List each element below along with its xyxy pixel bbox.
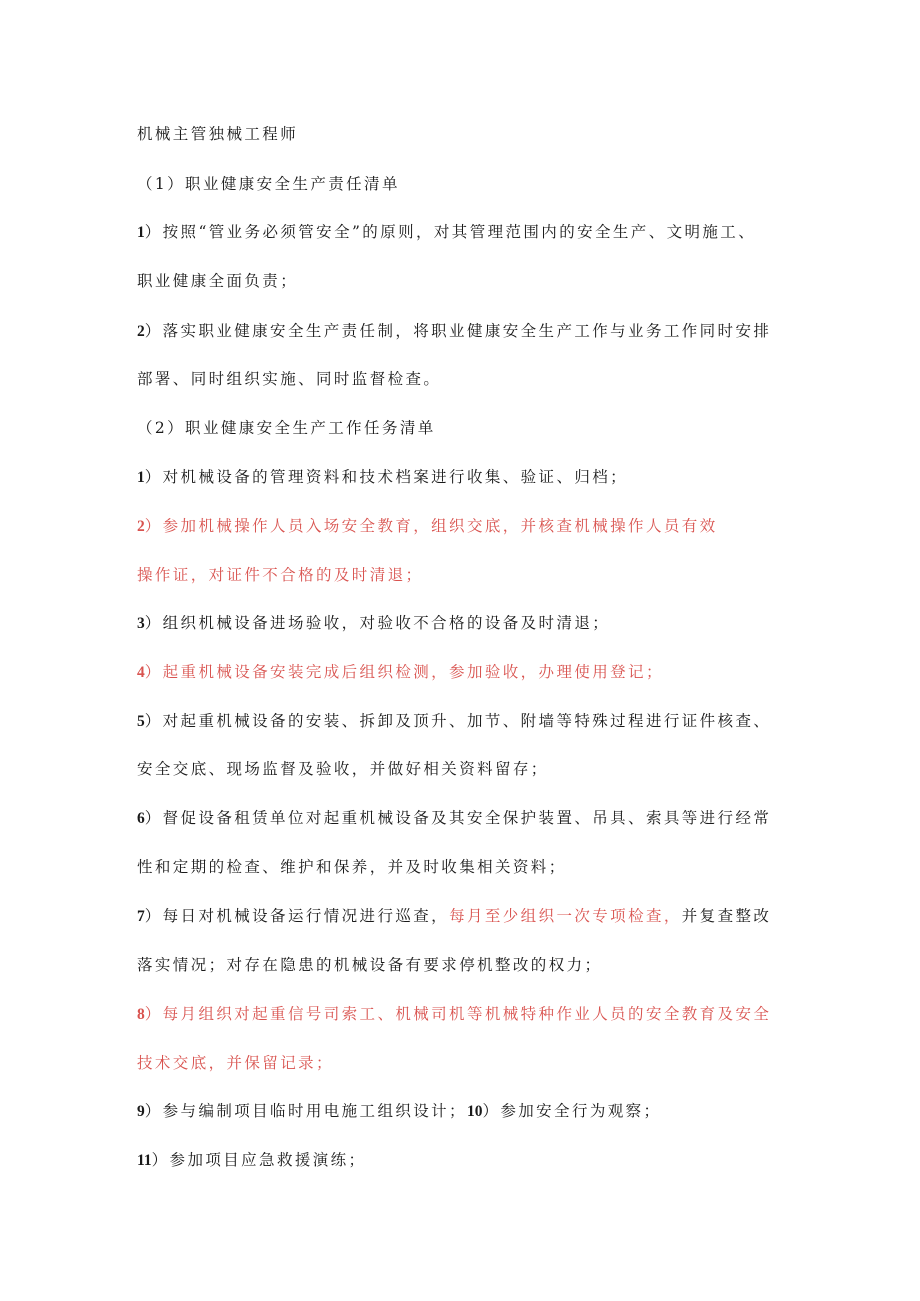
item-text: ）参与编制项目临时用电施工组织设计； xyxy=(144,1102,467,1120)
item-number: 3 xyxy=(137,615,145,632)
s1-item-1-line-2: 职业健康全面负责； xyxy=(137,272,299,290)
task-8-line-2: 技术交底，并保留记录； xyxy=(137,1054,334,1072)
item-number: 1 xyxy=(137,224,145,241)
item-text: ）对起重机械设备的安装、拆卸及顶升、加节、附墙等特殊过程进行证件核查、 xyxy=(144,712,772,730)
section-heading-2: （2）职业健康安全生产工作任务清单 xyxy=(137,419,436,437)
item-text: ）组织机械设备进场验收，对验收不合格的设备及时清退； xyxy=(144,614,611,632)
section-heading-1: （1）职业健康安全生产责任清单 xyxy=(137,175,400,193)
task-2-line-1 xyxy=(137,516,718,537)
task-8-line-1 xyxy=(137,1004,771,1025)
task-5-line-1 xyxy=(137,711,771,732)
item-text: ）参加安全行为观察； xyxy=(482,1102,662,1120)
item-number: 8 xyxy=(137,1006,145,1023)
item-text: ）起重机械设备安装完成后组织检测，参加验收，办理使用登记； xyxy=(144,663,664,681)
s1-item-1-line-1 xyxy=(137,222,756,243)
task-6-line-2: 性和定期的检查、维护和保养，并及时收集相关资料； xyxy=(137,858,567,876)
document-title: 机械主管独械工程师 xyxy=(137,125,299,143)
item-text: ）按照“管业务必须管安全”的原则，对其管理范围内的安全生产、文明施工、 xyxy=(144,223,757,241)
task-1 xyxy=(137,467,628,488)
item-number: 11 xyxy=(137,1152,152,1169)
item-text: 并复查整改 xyxy=(681,907,772,925)
task-2-line-2: 操作证，对证件不合格的及时清退； xyxy=(137,566,424,584)
item-number: 4 xyxy=(137,664,145,681)
item-text: ）每月组织对起重信号司索工、机械司机等机械特种作业人员的安全教育及安全 xyxy=(144,1005,772,1023)
task-7-line-2: 落实情况；对存在隐患的机械设备有要求停机整改的权力； xyxy=(137,956,603,974)
item-text: ）每日对机械设备运行情况进行巡查， xyxy=(144,907,450,925)
item-number: 2 xyxy=(137,323,145,340)
item-number: 5 xyxy=(137,713,145,730)
item-number: 7 xyxy=(137,908,145,925)
task-9-10 xyxy=(137,1101,661,1122)
task-4 xyxy=(137,662,664,683)
task-6-line-1 xyxy=(137,808,771,829)
item-text: ）对机械设备的管理资料和技术档案进行收集、验证、归档； xyxy=(144,468,629,486)
item-number: 1 xyxy=(137,469,145,486)
item-number: 10 xyxy=(466,1103,483,1120)
item-text-highlight: 每月至少组织一次专项检查， xyxy=(449,907,682,925)
task-5-line-2: 安全交底、现场监督及验收，并做好相关资料留存； xyxy=(137,760,549,778)
item-text: ）督促设备租赁单位对起重机械设备及其安全保护装置、吊具、索具等进行经常 xyxy=(144,809,772,827)
item-number: 6 xyxy=(137,810,145,827)
task-7-line-1 xyxy=(137,906,771,927)
item-text: ）参加项目应急救援演练； xyxy=(151,1151,367,1169)
s1-item-2-line-1 xyxy=(137,321,771,342)
item-text: ）参加机械操作人员入场安全教育，组织交底，并核查机械操作人员有效 xyxy=(144,517,718,535)
item-text: ）落实职业健康安全生产责任制，将职业健康安全生产工作与业务工作同时安排 xyxy=(144,322,772,340)
s1-item-2-line-2: 部署、同时组织实施、同时监督检查。 xyxy=(137,370,442,388)
task-3 xyxy=(137,613,610,634)
task-11 xyxy=(137,1150,366,1171)
item-number: 2 xyxy=(137,518,145,535)
item-number: 9 xyxy=(137,1103,145,1120)
